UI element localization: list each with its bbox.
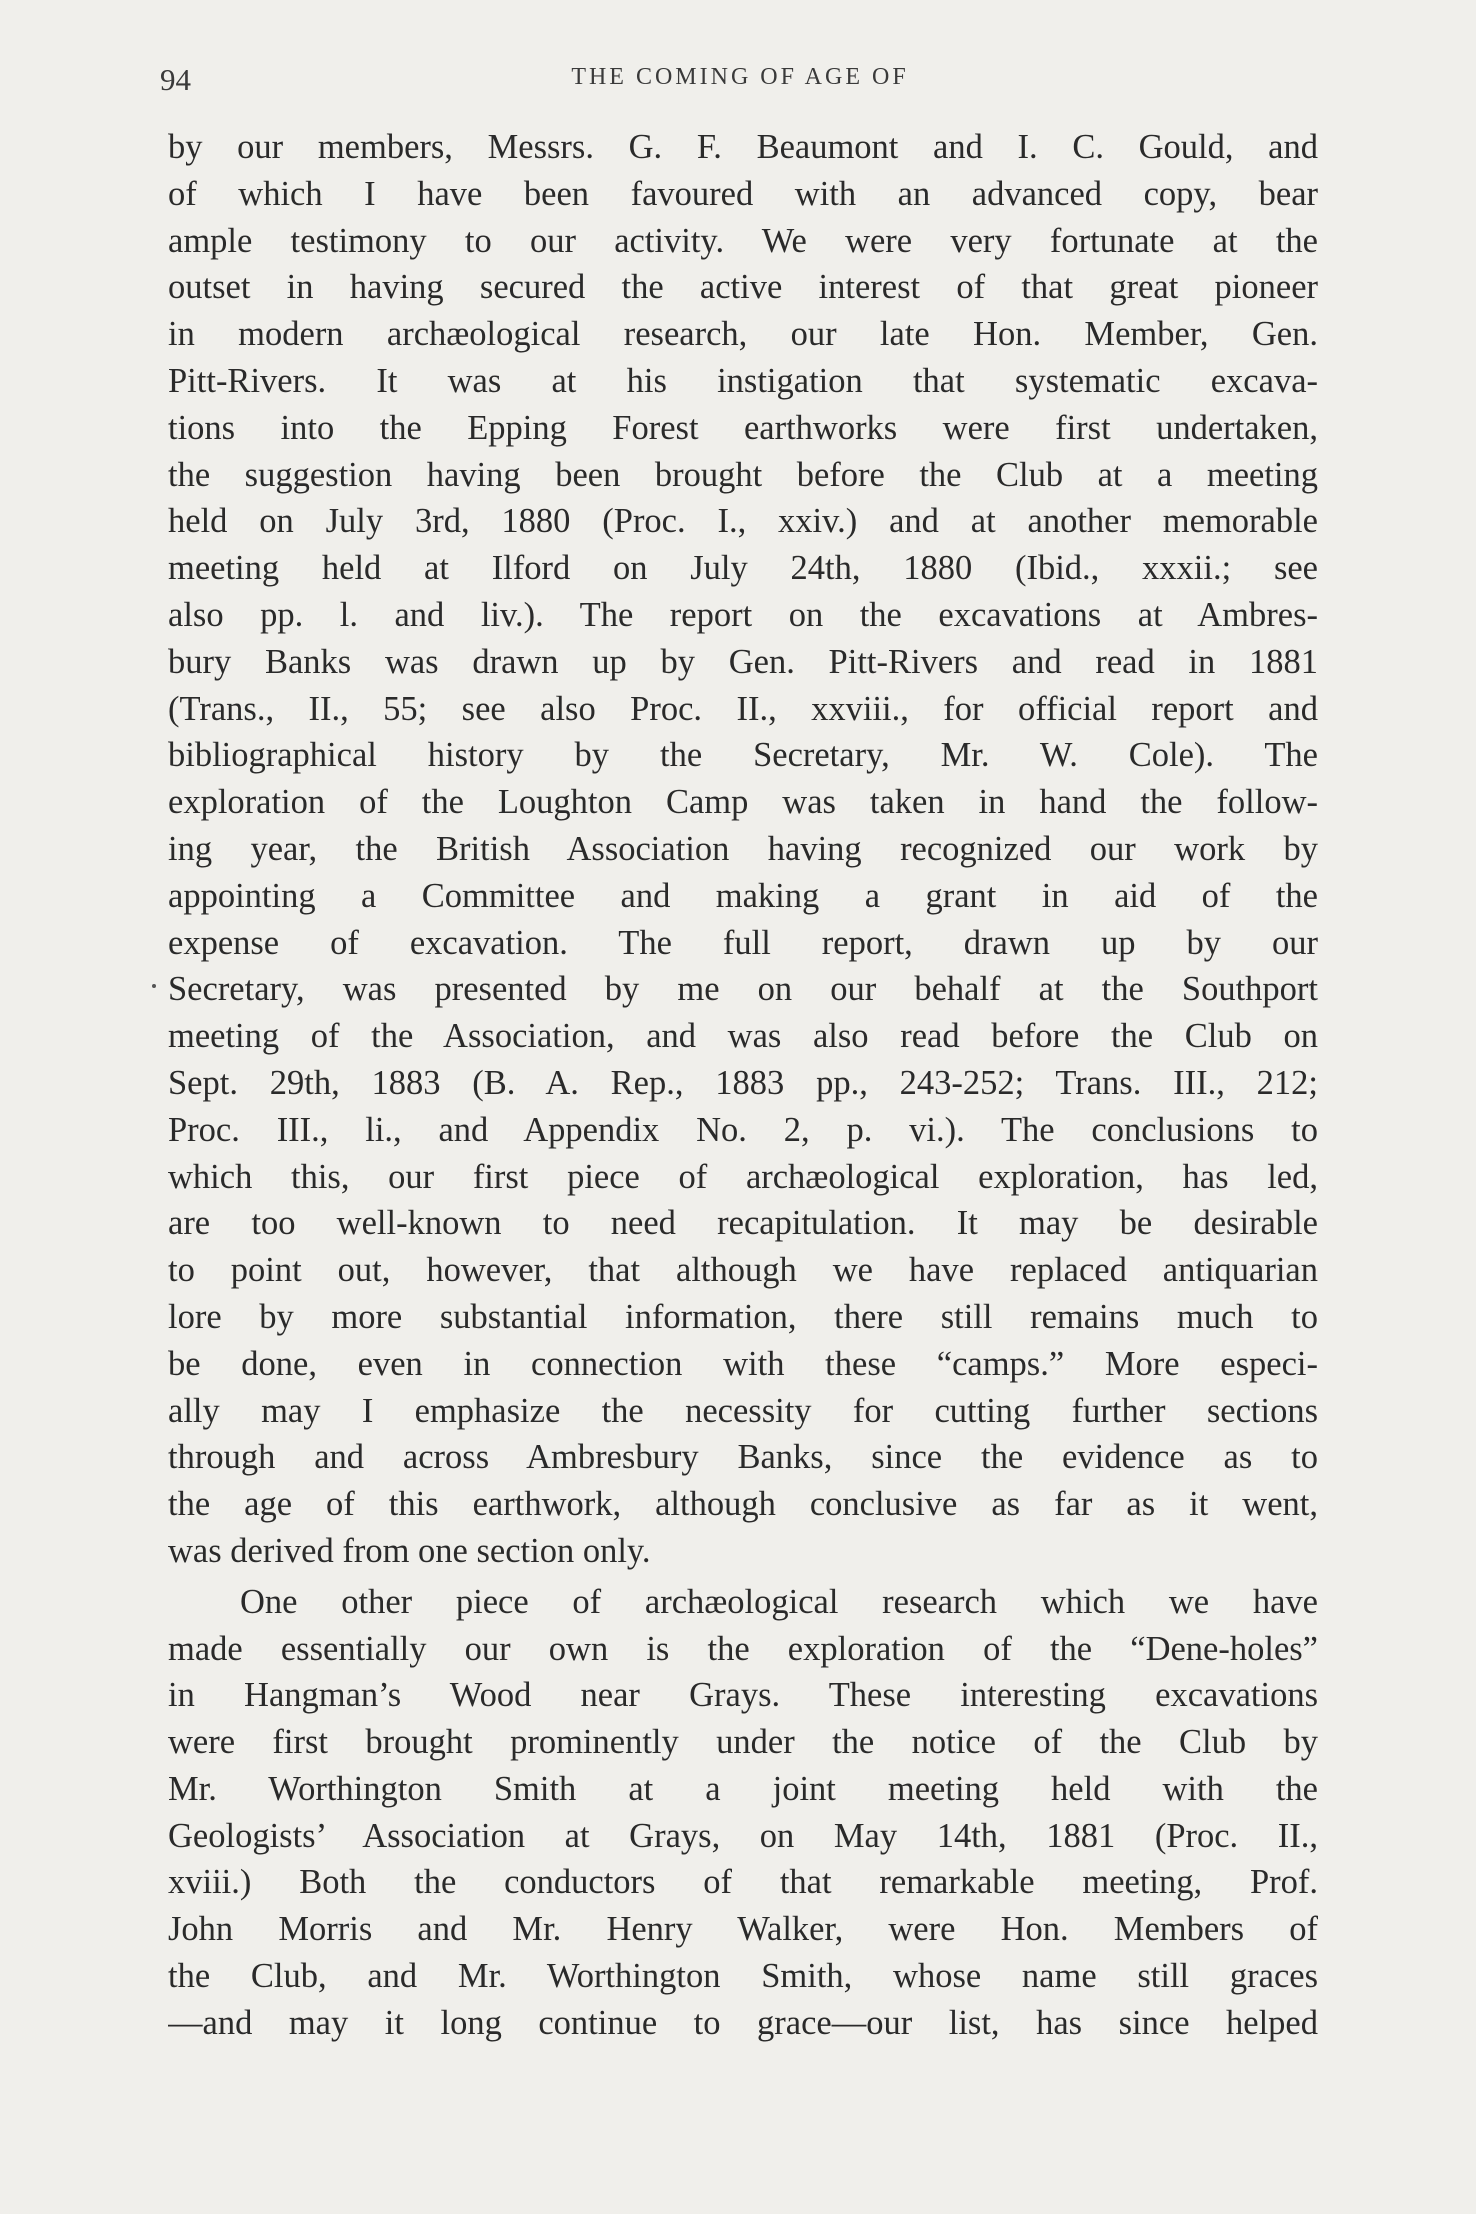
- text-line: are too well-known to need recapitulation. It may be desirable: [168, 1204, 1318, 1243]
- text-line: the age of this earthwork, although conclusive as far as it went,: [168, 1485, 1318, 1524]
- text-line: by our members, Messrs. G. F. Beaumont and I. C. Gould, and: [168, 128, 1318, 166]
- text-line: in Hangman’s Wood near Grays. These interesting excavations: [168, 1676, 1318, 1715]
- text-line: the Club, and Mr. Worthington Smith, whose name still graces: [168, 1957, 1318, 1996]
- text-line: also pp. l. and liv.). The report on the excavations at Ambres-: [168, 595, 1318, 634]
- text-line: Proc. III., li., and Appendix No. 2, p. vi.). The conclusions to: [168, 1110, 1318, 1149]
- text-line: which this, our first piece of archæological exploration, has led,: [168, 1157, 1318, 1196]
- paragraph-1: [168, 124, 1318, 1575]
- text-line: held on July 3rd, 1880 (Proc. I., xxiv.) and at another memorable: [168, 502, 1318, 541]
- paragraph-2: [168, 1579, 1318, 2047]
- text-line: Secretary, was presented by me on our behalf at the Southport: [168, 970, 1318, 1009]
- text-line: One other piece of archæological research which we have: [240, 1582, 1318, 1621]
- text-line: tions into the Epping Forest earthworks were first undertaken,: [168, 408, 1318, 447]
- text-line: John Morris and Mr. Henry Walker, were Hon. Members of: [168, 1910, 1318, 1949]
- text-line: exploration of the Loughton Camp was taken in hand the follow-: [168, 783, 1318, 822]
- page-number: 94: [160, 62, 191, 97]
- text-line: outset in having secured the active interest of that great pioneer: [168, 268, 1318, 307]
- text-line: to point out, however, that although we have replaced antiquarian: [168, 1251, 1318, 1290]
- text-line: —and may it long continue to grace—our list, has since helped: [168, 2003, 1318, 2042]
- text-line: ing year, the British Association having recognized our work by: [168, 829, 1318, 868]
- text-line: bury Banks was drawn up by Gen. Pitt-Rivers and read in 1881: [168, 642, 1318, 681]
- text-line: ally may I emphasize the necessity for cutting further sections: [168, 1391, 1318, 1430]
- text-line: through and across Ambresbury Banks, since the evidence as to: [168, 1438, 1318, 1477]
- page-header: [160, 62, 1320, 106]
- text-line: Geologists’ Association at Grays, on May 14th, 1881 (Proc. II.,: [168, 1816, 1318, 1855]
- text-line: appointing a Committee and making a grant in aid of the: [168, 876, 1318, 915]
- text-line: was derived from one section only.: [168, 1531, 651, 1570]
- text-line: made essentially our own is the exploration of the “Dene-holes”: [168, 1629, 1318, 1668]
- text-line: Pitt-Rivers. It was at his instigation that systematic excava-: [168, 361, 1318, 400]
- text-line: were first brought prominently under the notice of the Club by: [168, 1723, 1318, 1762]
- text-line: the suggestion having been brought before the Club at a meeting: [168, 455, 1318, 494]
- text-line: meeting held at Ilford on July 24th, 1880 (Ibid., xxxii.; see: [168, 549, 1318, 588]
- text-line: Sept. 29th, 1883 (B. A. Rep., 1883 pp., 243-252; Trans. III., 212;: [168, 1063, 1318, 1102]
- text-line: expense of excavation. The full report, drawn up by our: [168, 923, 1318, 962]
- text-line: lore by more substantial information, there still remains much to: [168, 1297, 1318, 1336]
- text-line: meeting of the Association, and was also read before the Club on: [168, 1017, 1318, 1056]
- margin-dot-mark: [152, 984, 156, 988]
- text-line: of which I have been favoured with an advanced copy, bear: [168, 174, 1318, 213]
- text-line: ample testimony to our activity. We were very fortunate at the: [168, 221, 1318, 260]
- text-line: Mr. Worthington Smith at a joint meeting held with the: [168, 1769, 1318, 1808]
- running-head: THE COMING OF AGE OF: [571, 64, 909, 90]
- text-line: xviii.) Both the conductors of that remarkable meeting, Prof.: [168, 1863, 1318, 1902]
- text-line: be done, even in connection with these “camps.” More especi-: [168, 1344, 1318, 1383]
- body-text: [168, 124, 1318, 2047]
- text-line: in modern archæological research, our late Hon. Member, Gen.: [168, 315, 1318, 354]
- text-line: (Trans., II., 55; see also Proc. II., xxviii., for official report and: [168, 689, 1318, 728]
- text-line: bibliographical history by the Secretary, Mr. W. Cole). The: [168, 736, 1318, 775]
